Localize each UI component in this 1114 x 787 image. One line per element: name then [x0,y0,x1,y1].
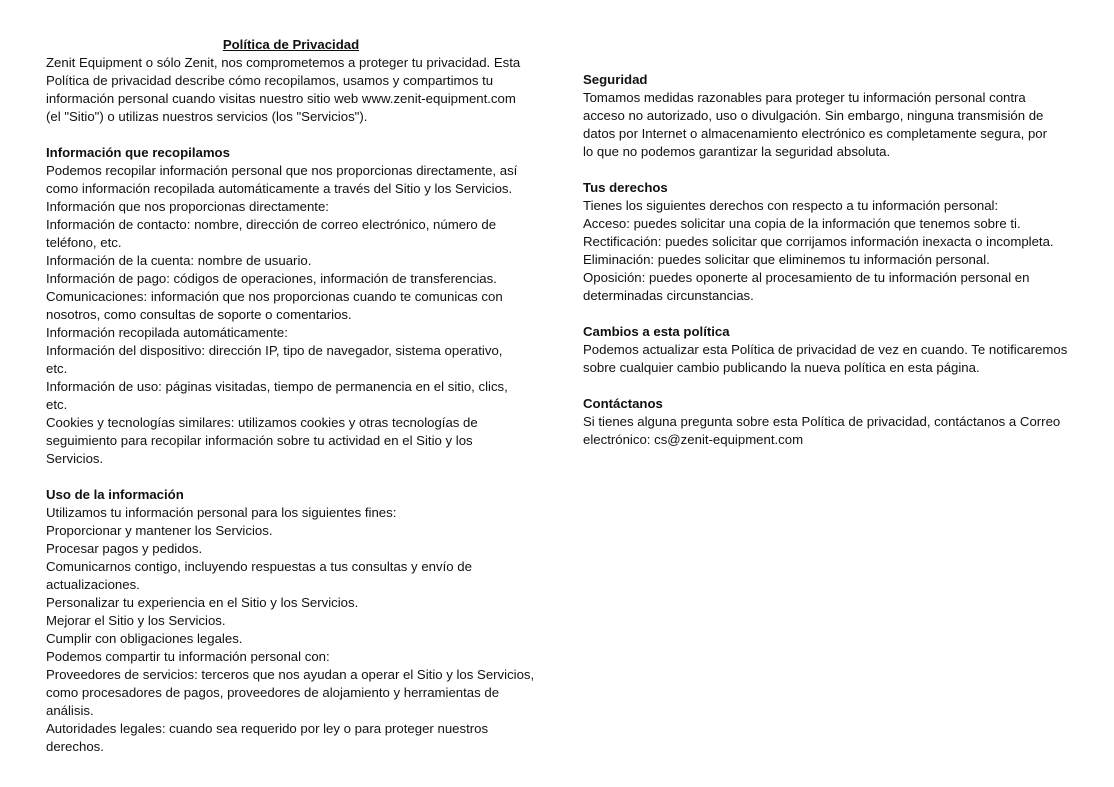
section-line: Comunicarnos contigo, incluyendo respuestas a tus consultas y envío de [46,559,472,574]
section-line: Información del dispositivo: dirección IP, tipo de navegador, sistema operativo, [46,343,503,358]
spacer [583,377,1083,395]
section-line: Podemos recopilar información personal que nos proporcionas directamente, así [46,163,518,178]
section-line: Procesar pagos y pedidos. [46,541,203,556]
section-line: determinadas circunstancias. [583,288,754,303]
section-heading: Información que recopilamos [46,145,230,160]
section-line: derechos. [46,739,104,754]
section-line: Información recopilada automáticamente: [46,325,288,340]
section-line: Cumplir con obligaciones legales. [46,631,243,646]
section-line: análisis. [46,703,94,718]
section-line: Oposición: puedes oponerte al procesamiento de tu información personal en [583,270,1030,285]
section-line: etc. [46,397,68,412]
section-line: lo que no podemos garantizar la seguridad absoluta. [583,144,891,159]
intro-line: (el "Sitio") o utilizas nuestros servicios (los "Servicios"). [46,109,368,124]
section-line: Podemos compartir tu información personal con: [46,649,330,664]
left-column [46,36,546,756]
section-line: datos por Internet o almacenamiento electrónico es completamente segura, por [583,126,1048,141]
section-line: sobre cualquier cambio publicando la nueva política en esta página. [583,360,980,375]
section-line: electrónico: cs@zenit-equipment.com [583,432,804,447]
intro-line: Política de privacidad describe cómo recopilamos, usamos y compartimos tu [46,73,494,88]
section-line: Mejorar el Sitio y los Servicios. [46,613,226,628]
intro-line: información personal cuando visitas nuestro sitio web www.zenit-equipment.com [46,91,516,106]
spacer [46,468,546,486]
section-line: Cookies y tecnologías similares: utilizamos cookies y otras tecnologías de [46,415,478,430]
section-heading: Seguridad [583,72,648,87]
spacer [583,305,1083,323]
section-line: Proporcionar y mantener los Servicios. [46,523,273,538]
right-column [583,71,1083,449]
section-security [583,71,1083,161]
spacer [583,161,1083,179]
section-line: Eliminación: puedes solicitar que eliminemos tu información personal. [583,252,990,267]
section-line: Personalizar tu experiencia en el Sitio y los Servicios. [46,595,359,610]
section-heading: Contáctanos [583,396,663,411]
section-line: Acceso: puedes solicitar una copia de la información que tenemos sobre ti. [583,216,1021,231]
section-line: Podemos actualizar esta Política de privacidad de vez en cuando. Te notificaremos [583,342,1068,357]
section-line: teléfono, etc. [46,235,122,250]
section-line: Información de uso: páginas visitadas, tiempo de permanencia en el sitio, clics, [46,379,508,394]
section-line: como información recopilada automáticamente a través del Sitio y los Servicios. [46,181,513,196]
document-title: Política de Privacidad [222,37,360,52]
section-line: Comunicaciones: información que nos proporcionas cuando te comunicas con [46,289,503,304]
section-heading: Uso de la información [46,487,184,502]
section-rights [583,179,1083,305]
section-line: actualizaciones. [46,577,140,592]
section-line: etc. [46,361,68,376]
intro-line: Zenit Equipment o sólo Zenit, nos comprometemos a proteger tu privacidad. Esta [46,55,521,70]
section-line: Información de la cuenta: nombre de usuario. [46,253,312,268]
section-contact [583,395,1083,449]
section-line: Rectificación: puedes solicitar que corrijamos información inexacta o incompleta. [583,234,1054,249]
section-line: Utilizamos tu información personal para los siguientes fines: [46,505,397,520]
section-changes [583,323,1083,377]
section-line: Servicios. [46,451,104,466]
section-line: Información de pago: códigos de operaciones, información de transferencias. [46,271,497,286]
section-line: Autoridades legales: cuando sea requerido por ley o para proteger nuestros [46,721,489,736]
section-line: seguimiento para recopilar información sobre tu actividad en el Sitio y los [46,433,473,448]
section-line: Proveedores de servicios: terceros que nos ayudan a operar el Sitio y los Servicios, [46,667,535,682]
section-heading: Cambios a esta política [583,324,730,339]
section-line: Información de contacto: nombre, dirección de correo electrónico, número de [46,217,497,232]
section-line: como procesadores de pagos, proveedores de alojamiento y herramientas de [46,685,500,700]
intro-paragraph [46,54,546,126]
section-line: Tomamos medidas razonables para proteger tu información personal contra [583,90,1026,105]
section-info-collected [46,144,546,468]
section-line: Información que nos proporcionas directamente: [46,199,329,214]
section-use-of-info [46,486,546,756]
section-heading: Tus derechos [583,180,668,195]
section-line: nosotros, como consultas de soporte o comentarios. [46,307,352,322]
section-line: Si tienes alguna pregunta sobre esta Política de privacidad, contáctanos a Correo [583,414,1061,429]
section-line: Tienes los siguientes derechos con respecto a tu información personal: [583,198,999,213]
spacer [46,126,546,144]
section-line: acceso no autorizado, uso o divulgación. Sin embargo, ninguna transmisión de [583,108,1044,123]
